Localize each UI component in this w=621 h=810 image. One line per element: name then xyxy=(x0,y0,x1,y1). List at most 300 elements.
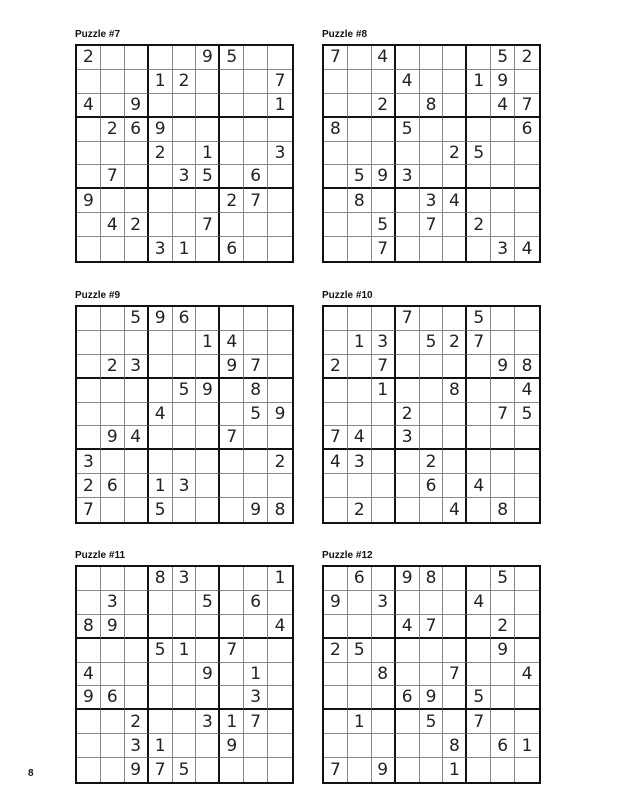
sudoku-cell xyxy=(125,237,149,261)
sudoku-cell: 9 xyxy=(125,758,149,782)
sudoku-cell xyxy=(348,213,372,237)
sudoku-cell xyxy=(125,450,149,474)
sudoku-cell xyxy=(467,615,491,639)
sudoku-cell xyxy=(244,758,268,782)
sudoku-cell: 9 xyxy=(77,686,101,710)
sudoku-cell: 9 xyxy=(149,118,173,142)
sudoku-cell xyxy=(125,142,149,166)
sudoku-cell xyxy=(268,118,292,142)
sudoku-cell xyxy=(491,379,515,403)
sudoku-cell: 7 xyxy=(101,165,125,189)
sudoku-cell xyxy=(372,567,396,591)
sudoku-cell xyxy=(396,734,420,758)
sudoku-cell xyxy=(77,165,101,189)
sudoku-cell xyxy=(268,710,292,734)
sudoku-cell xyxy=(125,331,149,355)
sudoku-cell: 5 xyxy=(173,379,197,403)
sudoku-cell xyxy=(244,639,268,663)
sudoku-cell xyxy=(348,355,372,379)
sudoku-cell: 5 xyxy=(149,639,173,663)
puzzle-title: Puzzle #12 xyxy=(322,550,373,561)
sudoku-cell xyxy=(268,686,292,710)
sudoku-cell xyxy=(372,710,396,734)
sudoku-cell xyxy=(268,46,292,70)
sudoku-cell xyxy=(348,758,372,782)
sudoku-cell xyxy=(372,686,396,710)
sudoku-cell: 9 xyxy=(220,355,244,379)
sudoku-cell: 9 xyxy=(101,426,125,450)
sudoku-cell xyxy=(515,591,539,615)
sudoku-cell: 4 xyxy=(372,46,396,70)
sudoku-cell: 9 xyxy=(125,94,149,118)
sudoku-cell xyxy=(244,450,268,474)
sudoku-cell: 3 xyxy=(125,734,149,758)
sudoku-cell xyxy=(125,498,149,522)
sudoku-cell xyxy=(396,189,420,213)
sudoku-cell: 7 xyxy=(324,426,348,450)
sudoku-cell xyxy=(149,331,173,355)
sudoku-cell xyxy=(396,591,420,615)
sudoku-cell xyxy=(244,474,268,498)
sudoku-cell: 9 xyxy=(491,639,515,663)
sudoku-cell: 2 xyxy=(396,403,420,427)
sudoku-cell xyxy=(77,237,101,261)
sudoku-cell xyxy=(220,403,244,427)
sudoku-cell: 8 xyxy=(77,615,101,639)
sudoku-cell: 5 xyxy=(420,710,444,734)
sudoku-cell xyxy=(515,450,539,474)
sudoku-cell xyxy=(220,686,244,710)
sudoku-cell xyxy=(196,498,220,522)
puzzle-7 xyxy=(75,28,293,263)
sudoku-cell: 8 xyxy=(372,663,396,687)
sudoku-cell: 6 xyxy=(491,734,515,758)
sudoku-cell xyxy=(101,403,125,427)
sudoku-cell xyxy=(491,474,515,498)
sudoku-cell xyxy=(443,567,467,591)
sudoku-cell xyxy=(77,403,101,427)
sudoku-cell xyxy=(101,46,125,70)
sudoku-cell xyxy=(443,70,467,94)
sudoku-cell xyxy=(268,474,292,498)
sudoku-cell xyxy=(443,591,467,615)
sudoku-cell: 2 xyxy=(467,213,491,237)
sudoku-cell xyxy=(515,615,539,639)
sudoku-cell: 9 xyxy=(491,355,515,379)
sudoku-cell xyxy=(244,331,268,355)
sudoku-cell xyxy=(196,567,220,591)
sudoku-cell: 7 xyxy=(77,498,101,522)
sudoku-cell xyxy=(515,165,539,189)
sudoku-cell xyxy=(467,237,491,261)
sudoku-cell: 2 xyxy=(491,615,515,639)
sudoku-cell xyxy=(101,307,125,331)
sudoku-cell xyxy=(396,46,420,70)
page-number: 8 xyxy=(28,768,34,779)
sudoku-cell xyxy=(77,142,101,166)
sudoku-cell xyxy=(348,307,372,331)
sudoku-cell xyxy=(348,686,372,710)
sudoku-cell xyxy=(220,450,244,474)
sudoku-cell: 7 xyxy=(324,46,348,70)
sudoku-cell xyxy=(125,474,149,498)
sudoku-cell: 2 xyxy=(443,331,467,355)
sudoku-cell xyxy=(149,46,173,70)
sudoku-cell xyxy=(196,307,220,331)
sudoku-cell xyxy=(372,189,396,213)
sudoku-cell xyxy=(420,355,444,379)
sudoku-cell: 3 xyxy=(173,474,197,498)
sudoku-cell xyxy=(348,237,372,261)
sudoku-cell xyxy=(467,639,491,663)
sudoku-cell xyxy=(149,426,173,450)
sudoku-cell xyxy=(467,758,491,782)
sudoku-cell xyxy=(101,758,125,782)
sudoku-cell xyxy=(372,426,396,450)
sudoku-cell: 7 xyxy=(196,213,220,237)
sudoku-cell: 9 xyxy=(101,615,125,639)
sudoku-cell: 1 xyxy=(467,70,491,94)
sudoku-cell xyxy=(101,94,125,118)
sudoku-cell xyxy=(101,639,125,663)
sudoku-cell xyxy=(491,165,515,189)
sudoku-cell: 4 xyxy=(521,239,533,260)
sudoku-cell: 4 xyxy=(443,189,467,213)
sudoku-cell: 2 xyxy=(149,142,173,166)
puzzle-title: Puzzle #11 xyxy=(75,550,126,561)
sudoku-cell: 2 xyxy=(173,70,197,94)
sudoku-cell xyxy=(515,758,539,782)
sudoku-cell xyxy=(396,474,420,498)
sudoku-cell: 4 xyxy=(348,426,372,450)
sudoku-cell xyxy=(268,734,292,758)
puzzle-10 xyxy=(322,289,540,524)
sudoku-cell xyxy=(268,663,292,687)
sudoku-cell xyxy=(77,355,101,379)
puzzle-8 xyxy=(322,28,540,263)
sudoku-cell xyxy=(348,118,372,142)
sudoku-cell xyxy=(324,70,348,94)
sudoku-cell: 4 xyxy=(220,331,244,355)
sudoku-cell: 6 xyxy=(101,686,125,710)
sudoku-cell xyxy=(443,403,467,427)
sudoku-cell: 5 xyxy=(244,403,268,427)
sudoku-cell xyxy=(149,615,173,639)
sudoku-cell xyxy=(467,355,491,379)
sudoku-cell: 9 xyxy=(324,591,348,615)
sudoku-cell xyxy=(149,591,173,615)
sudoku-cell xyxy=(420,426,444,450)
sudoku-grid xyxy=(322,44,541,263)
sudoku-cell xyxy=(467,403,491,427)
sudoku-cell xyxy=(348,46,372,70)
sudoku-cell xyxy=(420,758,444,782)
sudoku-cell xyxy=(101,331,125,355)
sudoku-cell xyxy=(196,237,220,261)
sudoku-cell: 4 xyxy=(443,498,467,522)
sudoku-cell: 3 xyxy=(149,237,173,261)
sudoku-cell xyxy=(420,165,444,189)
sudoku-cell xyxy=(515,142,539,166)
sudoku-cell xyxy=(125,567,149,591)
sudoku-cell: 4 xyxy=(396,70,420,94)
sudoku-cell xyxy=(443,450,467,474)
sudoku-cell xyxy=(324,94,348,118)
sudoku-cell xyxy=(173,615,197,639)
sudoku-cell: 4 xyxy=(396,615,420,639)
sudoku-cell xyxy=(268,379,292,403)
sudoku-cell xyxy=(396,213,420,237)
sudoku-cell xyxy=(125,615,149,639)
sudoku-cell: 5 xyxy=(196,591,220,615)
sudoku-cell xyxy=(467,450,491,474)
sudoku-cell xyxy=(220,758,244,782)
sudoku-cell xyxy=(443,426,467,450)
sudoku-cell: 3 xyxy=(77,450,101,474)
sudoku-cell: 3 xyxy=(372,331,396,355)
sudoku-cell: 8 xyxy=(443,379,467,403)
sudoku-cell: 5 xyxy=(348,165,372,189)
sudoku-cell xyxy=(244,118,268,142)
sudoku-cell: 5 xyxy=(420,331,444,355)
sudoku-cell xyxy=(149,450,173,474)
sudoku-cell: 5 xyxy=(372,213,396,237)
sudoku-cell: 1 xyxy=(173,237,197,261)
sudoku-cell xyxy=(491,331,515,355)
sudoku-cell: 9 xyxy=(396,567,420,591)
sudoku-cell xyxy=(515,639,539,663)
sudoku-cell: 8 xyxy=(491,498,515,522)
sudoku-cell: 6 xyxy=(396,686,420,710)
sudoku-cell xyxy=(443,94,467,118)
sudoku-cell xyxy=(467,426,491,450)
sudoku-cell xyxy=(125,165,149,189)
puzzle-12 xyxy=(322,549,540,784)
sudoku-cell xyxy=(244,307,268,331)
sudoku-cell xyxy=(396,355,420,379)
sudoku-cell xyxy=(467,118,491,142)
sudoku-cell xyxy=(77,734,101,758)
sudoku-cell: 2 xyxy=(348,498,372,522)
sudoku-cell xyxy=(196,426,220,450)
sudoku-cell xyxy=(443,213,467,237)
sudoku-cell xyxy=(101,663,125,687)
sudoku-cell xyxy=(515,213,539,237)
sudoku-cell xyxy=(220,213,244,237)
sudoku-cell xyxy=(324,734,348,758)
sudoku-cell xyxy=(396,639,420,663)
sudoku-cell: 7 xyxy=(244,189,268,213)
sudoku-cell: 2 xyxy=(372,94,396,118)
sudoku-cell xyxy=(491,189,515,213)
sudoku-cell: 5 xyxy=(149,498,173,522)
sudoku-cell: 8 xyxy=(348,189,372,213)
sudoku-cell: 1 xyxy=(268,567,292,591)
sudoku-cell: 5 xyxy=(348,639,372,663)
sudoku-cell xyxy=(348,734,372,758)
sudoku-cell xyxy=(491,710,515,734)
sudoku-cell xyxy=(149,165,173,189)
sudoku-cell xyxy=(173,734,197,758)
sudoku-cell: 5 xyxy=(467,307,491,331)
sudoku-grid xyxy=(75,44,294,263)
sudoku-cell xyxy=(173,450,197,474)
sudoku-cell xyxy=(515,498,539,522)
sudoku-cell: 3 xyxy=(173,567,197,591)
sudoku-cell xyxy=(467,94,491,118)
sudoku-cell: 1 xyxy=(348,331,372,355)
sudoku-cell xyxy=(372,734,396,758)
sudoku-cell xyxy=(77,426,101,450)
sudoku-cell xyxy=(77,331,101,355)
sudoku-cell xyxy=(196,94,220,118)
sudoku-cell: 3 xyxy=(396,165,420,189)
sudoku-cell xyxy=(467,567,491,591)
sudoku-cell: 1 xyxy=(515,734,539,758)
sudoku-cell xyxy=(372,498,396,522)
sudoku-cell xyxy=(396,237,420,261)
sudoku-cell xyxy=(467,663,491,687)
sudoku-cell: 1 xyxy=(149,734,173,758)
sudoku-cell xyxy=(268,331,292,355)
sudoku-cell xyxy=(515,70,539,94)
sudoku-cell: 5 xyxy=(173,758,197,782)
sudoku-cell: 7 xyxy=(268,70,292,94)
sudoku-cell: 3 xyxy=(196,710,220,734)
sudoku-cell xyxy=(372,474,396,498)
sudoku-cell xyxy=(196,686,220,710)
sudoku-cell xyxy=(268,591,292,615)
sudoku-cell: 1 xyxy=(196,331,220,355)
sudoku-cell xyxy=(77,591,101,615)
sudoku-cell: 8 xyxy=(443,734,467,758)
sudoku-cell: 2 xyxy=(220,189,244,213)
sudoku-grid xyxy=(322,305,541,524)
sudoku-cell: 6 xyxy=(515,118,539,142)
sudoku-cell: 2 xyxy=(515,46,539,70)
sudoku-cell xyxy=(324,474,348,498)
sudoku-cell xyxy=(125,189,149,213)
sudoku-cell xyxy=(173,189,197,213)
sudoku-cell xyxy=(372,450,396,474)
sudoku-cell xyxy=(443,165,467,189)
sudoku-cell: 5 xyxy=(515,403,539,427)
sudoku-cell xyxy=(420,591,444,615)
sudoku-cell xyxy=(149,379,173,403)
sudoku-cell xyxy=(443,615,467,639)
sudoku-cell: 7 xyxy=(220,639,244,663)
sudoku-cell xyxy=(420,237,444,261)
sudoku-cell xyxy=(348,142,372,166)
sudoku-cell: 7 xyxy=(324,758,348,782)
sudoku-cell xyxy=(101,710,125,734)
sudoku-cell xyxy=(467,734,491,758)
sudoku-cell: 3 xyxy=(244,686,268,710)
sudoku-cell: 3 xyxy=(491,237,515,261)
sudoku-cell: 7 xyxy=(443,663,467,687)
sudoku-cell: 9 xyxy=(372,758,396,782)
sudoku-cell xyxy=(125,686,149,710)
sudoku-cell: 7 xyxy=(244,710,268,734)
sudoku-cell xyxy=(348,474,372,498)
sudoku-cell: 9 xyxy=(196,663,220,687)
sudoku-cell: 3 xyxy=(420,189,444,213)
sudoku-cell xyxy=(491,118,515,142)
sudoku-cell: 7 xyxy=(467,331,491,355)
sudoku-cell: 3 xyxy=(268,142,292,166)
sudoku-cell: 7 xyxy=(491,403,515,427)
puzzle-11 xyxy=(75,549,293,784)
sudoku-cell xyxy=(125,379,149,403)
sudoku-cell xyxy=(196,355,220,379)
sudoku-cell xyxy=(77,213,101,237)
sudoku-cell xyxy=(515,567,539,591)
sudoku-cell xyxy=(420,142,444,166)
sudoku-cell xyxy=(324,567,348,591)
sudoku-cell xyxy=(244,94,268,118)
sudoku-cell xyxy=(220,118,244,142)
sudoku-cell: 9 xyxy=(491,70,515,94)
sudoku-cell xyxy=(420,734,444,758)
sudoku-cell xyxy=(220,498,244,522)
sudoku-cell: 1 xyxy=(149,70,173,94)
sudoku-cell xyxy=(77,118,101,142)
sudoku-cell xyxy=(268,237,292,261)
sudoku-cell: 9 xyxy=(220,734,244,758)
puzzle-title: Puzzle #7 xyxy=(75,29,121,40)
sudoku-cell xyxy=(244,426,268,450)
sudoku-cell xyxy=(220,615,244,639)
sudoku-cell xyxy=(244,46,268,70)
sudoku-cell xyxy=(268,355,292,379)
sudoku-cell xyxy=(372,70,396,94)
sudoku-cell xyxy=(173,46,197,70)
sudoku-cell xyxy=(173,94,197,118)
sudoku-cell xyxy=(268,213,292,237)
sudoku-cell: 7 xyxy=(420,213,444,237)
sudoku-cell xyxy=(125,70,149,94)
sudoku-cell xyxy=(173,498,197,522)
sudoku-cell xyxy=(491,663,515,687)
sudoku-cell: 1 xyxy=(149,474,173,498)
sudoku-cell: 5 xyxy=(467,142,491,166)
sudoku-cell xyxy=(220,567,244,591)
sudoku-cell xyxy=(101,498,125,522)
sudoku-cell xyxy=(244,213,268,237)
sudoku-cell xyxy=(196,403,220,427)
sudoku-cell: 4 xyxy=(77,663,101,687)
sudoku-cell xyxy=(268,426,292,450)
sudoku-cell xyxy=(420,118,444,142)
sudoku-cell xyxy=(149,355,173,379)
sudoku-cell: 4 xyxy=(467,591,491,615)
sudoku-cell xyxy=(348,663,372,687)
sudoku-cell: 2 xyxy=(420,450,444,474)
sudoku-cell: 8 xyxy=(420,94,444,118)
sudoku-cell xyxy=(101,450,125,474)
sudoku-cell xyxy=(77,70,101,94)
sudoku-cell xyxy=(173,142,197,166)
sudoku-cell: 8 xyxy=(324,118,348,142)
sudoku-cell: 4 xyxy=(324,450,348,474)
sudoku-cell xyxy=(515,426,539,450)
sudoku-cell xyxy=(396,94,420,118)
sudoku-cell xyxy=(244,70,268,94)
sudoku-cell xyxy=(324,710,348,734)
sudoku-cell xyxy=(244,734,268,758)
sudoku-cell xyxy=(324,142,348,166)
sudoku-cell: 7 xyxy=(220,426,244,450)
